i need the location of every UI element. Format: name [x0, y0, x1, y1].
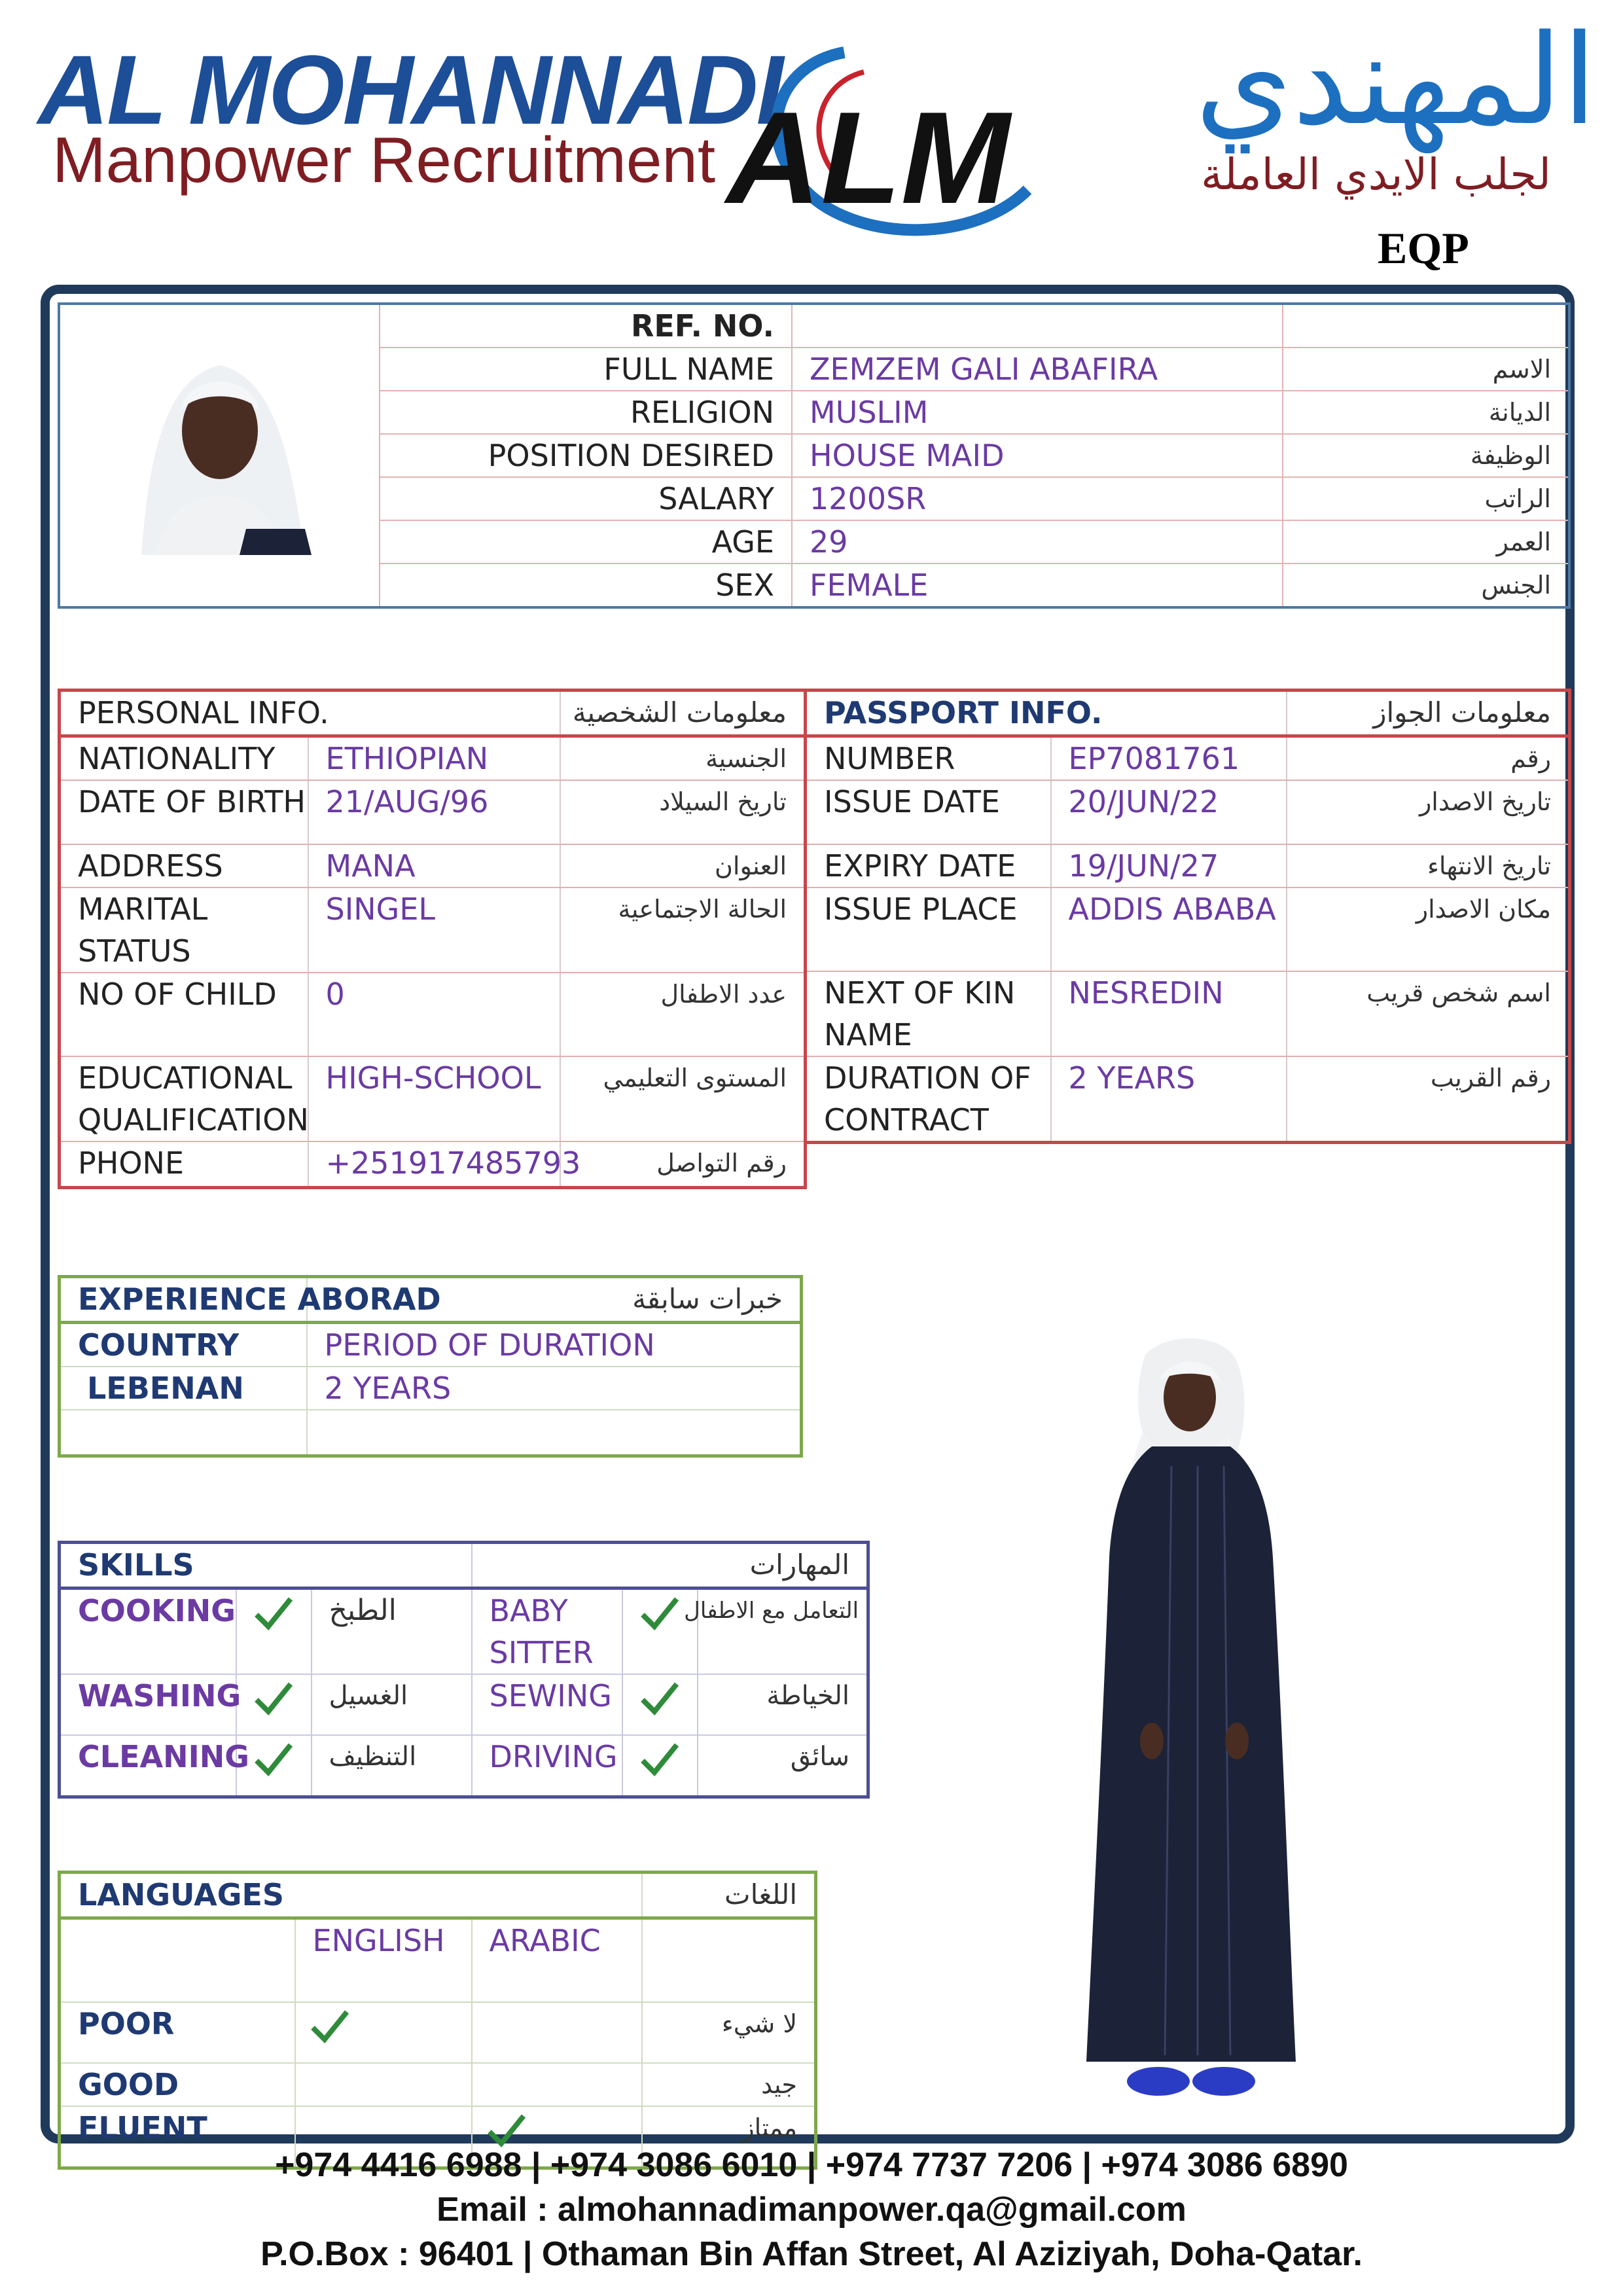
- checkmark-icon: [639, 1680, 681, 1717]
- skill-babysitter-label-line2: SITTER: [489, 1635, 594, 1670]
- passport-info-title: PASSPORT INFO.: [806, 691, 1287, 736]
- table-row: [60, 1588, 868, 1675]
- languages-title: LANGUAGES: [60, 1873, 642, 1918]
- education-arabic: المستوى التعليمي: [560, 1056, 806, 1141]
- profile-row: [59, 304, 1569, 348]
- skill-sewing-arabic: الخياطة: [698, 1674, 868, 1735]
- skill-babysitter-arabic: التعامل مع الاطفال: [698, 1588, 868, 1675]
- dob-label: DATE OF BIRTH: [60, 780, 308, 844]
- table-row: [60, 2063, 816, 2106]
- religion-value: MUSLIM: [792, 391, 1283, 434]
- personal-info-table: [58, 689, 807, 1189]
- next-of-kin-arabic: اسم شخص قريب: [1287, 971, 1570, 1056]
- table-row: [60, 973, 806, 1056]
- table-row: [60, 1323, 802, 1367]
- issue-date-value: 20/JUN/22: [1051, 780, 1287, 844]
- checkmark-icon: [639, 1595, 681, 1632]
- next-of-kin-label: [806, 971, 1051, 1056]
- ref-no-arabic: [1283, 304, 1569, 348]
- experience-table: [58, 1275, 803, 1458]
- skills-title: SKILLS: [60, 1543, 472, 1588]
- poor-english-check: [295, 2002, 472, 2063]
- salary-arabic: الراتب: [1283, 477, 1569, 520]
- full-name-arabic: الاسم: [1283, 348, 1569, 391]
- position-label: POSITION DESIRED: [380, 434, 792, 477]
- nationality-value: ETHIOPIAN: [308, 736, 560, 781]
- level-good-arabic: جيد: [642, 2063, 816, 2106]
- skill-cooking-label: COOKING: [60, 1588, 236, 1675]
- experience-empty-cell: [307, 1410, 802, 1456]
- children-value: 0: [308, 973, 560, 1056]
- languages-title-arabic: اللغات: [642, 1873, 816, 1918]
- poor-arabic-cell: [472, 2002, 642, 2063]
- skills-table: [58, 1541, 870, 1799]
- education-value: HIGH-SCHOOL: [308, 1056, 560, 1141]
- position-arabic: الوظيفة: [1283, 434, 1569, 477]
- footer-email: Email : almohannadimanpower.qa@gmail.com: [437, 2191, 1186, 2229]
- portrait-photo-icon: [115, 339, 325, 555]
- address-label: ADDRESS: [60, 844, 308, 888]
- skill-cleaning-label: CLEANING: [60, 1735, 236, 1797]
- passport-number-arabic: رقم: [1287, 736, 1570, 781]
- good-arabic-cell: [472, 2063, 642, 2106]
- marital-label: [60, 888, 308, 973]
- level-fluent-label: FLUENT: [60, 2106, 295, 2168]
- ref-no-label: REF. NO.: [380, 304, 792, 348]
- table-row: [806, 780, 1570, 844]
- skill-driving-label: DRIVING: [472, 1735, 622, 1797]
- office-code: EQP: [1378, 223, 1469, 273]
- age-label: AGE: [380, 520, 792, 564]
- level-poor-arabic: لا شيء: [642, 2002, 816, 2063]
- checkmark-icon: [253, 1741, 294, 1778]
- marital-label-line1: MARITAL: [78, 891, 208, 927]
- language-english-header: ENGLISH: [295, 1918, 472, 2002]
- full-name-label: FULL NAME: [380, 348, 792, 391]
- age-arabic: العمر: [1283, 520, 1569, 564]
- passport-info-title-arabic: معلومات الجواز: [1287, 691, 1570, 736]
- skill-washing-arabic: الغسيل: [312, 1674, 472, 1735]
- table-row: [60, 780, 806, 844]
- skill-driving-check: [622, 1735, 698, 1797]
- table-row: [60, 736, 806, 781]
- ref-no-value: [792, 304, 1283, 348]
- experience-period-header: PERIOD OF DURATION: [307, 1323, 802, 1367]
- next-of-kin-value: NESREDIN: [1051, 971, 1287, 1056]
- language-arabic-header: ARABIC: [472, 1918, 642, 2002]
- brand-tagline-english: Manpower Recruitment: [52, 124, 716, 196]
- next-of-kin-label-line2: NAME: [824, 1017, 912, 1052]
- sex-label: SEX: [380, 564, 792, 607]
- address-value: MANA: [308, 844, 560, 888]
- table-row: [60, 1918, 816, 2002]
- religion-label: RELIGION: [380, 391, 792, 434]
- experience-country: LEBENAN: [60, 1367, 307, 1410]
- passport-info-table: [804, 689, 1571, 1144]
- experience-title-arabic: خبرات سابقة: [307, 1277, 802, 1323]
- passport-number-label: NUMBER: [806, 736, 1051, 781]
- experience-empty-cell: [60, 1410, 307, 1456]
- contract-duration-value: 2 YEARS: [1051, 1056, 1287, 1143]
- phone-label: PHONE: [60, 1141, 308, 1187]
- full-name-value: ZEMZEM GALI ABAFIRA: [792, 348, 1283, 391]
- checkmark-icon: [639, 1741, 681, 1778]
- education-label: [60, 1056, 308, 1141]
- checkmark-icon: [486, 2112, 527, 2149]
- skill-cooking-check: [236, 1588, 312, 1675]
- table-row: [60, 1410, 802, 1456]
- checkmark-icon: [309, 2008, 351, 2045]
- table-row: [60, 1141, 806, 1187]
- table-row: [806, 736, 1570, 781]
- portrait-photo: [59, 304, 380, 607]
- phone-arabic: رقم التواصل: [560, 1141, 806, 1187]
- table-row: [60, 2002, 816, 2063]
- languages-corner-cell: [60, 1918, 295, 2002]
- personal-info-title: PERSONAL INFO.: [60, 691, 560, 736]
- expiry-date-label: EXPIRY DATE: [806, 844, 1051, 888]
- full-body-photo: [1073, 1335, 1309, 2121]
- checkmark-icon: [253, 1680, 294, 1717]
- expiry-date-arabic: تاريخ الانتهاء: [1287, 844, 1570, 888]
- marital-arabic: الحالة الاجتماعية: [560, 888, 806, 973]
- contract-duration-label: [806, 1056, 1051, 1143]
- issue-place-arabic: مكان الاصدار: [1287, 888, 1570, 971]
- contract-duration-arabic: رقم القريب: [1287, 1056, 1570, 1143]
- personal-info-title-arabic: معلومات الشخصية: [560, 691, 806, 736]
- table-row: [806, 1056, 1570, 1143]
- brand-name-english: AL MOHANNADI: [38, 35, 782, 145]
- table-row: [60, 888, 806, 973]
- next-of-kin-label-line1: NEXT OF KIN: [824, 975, 1016, 1011]
- dob-value: 21/AUG/96: [308, 780, 560, 844]
- children-label: NO OF CHILD: [60, 973, 308, 1056]
- level-fluent-arabic: ممتاز: [642, 2106, 816, 2168]
- marital-label-line2: STATUS: [78, 933, 191, 969]
- languages-header-empty: [642, 1918, 816, 2002]
- table-row: [60, 1056, 806, 1141]
- salary-value: 1200SR: [792, 477, 1283, 520]
- issue-date-arabic: تاريخ الاصدار: [1287, 780, 1570, 844]
- table-row: [60, 1674, 868, 1735]
- skill-babysitter-label: [472, 1588, 622, 1675]
- dob-arabic: تاريخ السيلاد: [560, 780, 806, 844]
- age-value: 29: [792, 520, 1283, 564]
- table-row: [806, 888, 1570, 971]
- skill-sewing-check: [622, 1674, 698, 1735]
- footer-address: P.O.Box : 96401 | Othaman Bin Affan Street, Al Aziziyah, Doha-Qatar.: [260, 2235, 1363, 2273]
- table-row: [60, 844, 806, 888]
- table-row: [60, 1367, 802, 1410]
- alm-logo-icon: [713, 26, 1067, 262]
- salary-label: SALARY: [380, 477, 792, 520]
- logo-text: ALM: [726, 85, 1010, 231]
- experience-country-header: COUNTRY: [60, 1323, 307, 1367]
- contract-duration-label-line1: DURATION OF: [824, 1060, 1031, 1096]
- experience-period: 2 YEARS: [307, 1367, 802, 1410]
- level-good-label: GOOD: [60, 2063, 295, 2106]
- religion-arabic: الديانة: [1283, 391, 1569, 434]
- table-row: [806, 971, 1570, 1056]
- good-english-cell: [295, 2063, 472, 2106]
- skills-title-arabic: المهارات: [472, 1543, 868, 1588]
- table-row: [806, 844, 1570, 888]
- education-label-line1: EDUCATIONAL: [78, 1060, 293, 1096]
- issue-date-label: ISSUE DATE: [806, 780, 1051, 844]
- level-poor-label: POOR: [60, 2002, 295, 2063]
- phone-value: +251917485793: [308, 1141, 560, 1187]
- sex-arabic: الجنس: [1283, 564, 1569, 607]
- brand-tagline-arabic: لجلب الايدي العاملة: [1201, 149, 1551, 200]
- experience-title: EXPERIENCE ABORAD: [60, 1277, 307, 1323]
- skill-cooking-arabic: الطبخ: [312, 1588, 472, 1675]
- passport-number-value: EP7081761: [1051, 736, 1287, 781]
- children-arabic: عدد الاطفال: [560, 973, 806, 1056]
- marital-value: SINGEL: [308, 888, 560, 973]
- address-arabic: العنوان: [560, 844, 806, 888]
- table-row: [60, 1735, 868, 1797]
- footer-phones: +974 4416 6988 | +974 3086 6010 | +974 7737 7206 | +974 3086 6890: [275, 2146, 1348, 2184]
- position-value: HOUSE MAID: [792, 434, 1283, 477]
- skill-washing-check: [236, 1674, 312, 1735]
- expiry-date-value: 19/JUN/27: [1051, 844, 1287, 888]
- sex-value: FEMALE: [792, 564, 1283, 607]
- languages-table: [58, 1871, 817, 2170]
- skill-cleaning-arabic: التنظيف: [312, 1735, 472, 1797]
- brand-name-arabic: المهندي: [1195, 8, 1597, 152]
- education-label-line2: QUALIFICATION: [78, 1102, 309, 1138]
- profile-table: [58, 302, 1571, 609]
- skill-driving-arabic: سائق: [698, 1735, 868, 1797]
- nationality-arabic: الجنسية: [560, 736, 806, 781]
- skill-washing-label: WASHING: [60, 1674, 236, 1735]
- skill-sewing-label: SEWING: [472, 1674, 622, 1735]
- issue-place-value: ADDIS ABABA: [1051, 888, 1287, 971]
- skill-babysitter-label-line1: BABY: [489, 1593, 568, 1628]
- contract-duration-label-line2: CONTRACT: [824, 1102, 989, 1138]
- nationality-label: NATIONALITY: [60, 736, 308, 781]
- checkmark-icon: [253, 1595, 294, 1632]
- issue-place-label: ISSUE PLACE: [806, 888, 1051, 971]
